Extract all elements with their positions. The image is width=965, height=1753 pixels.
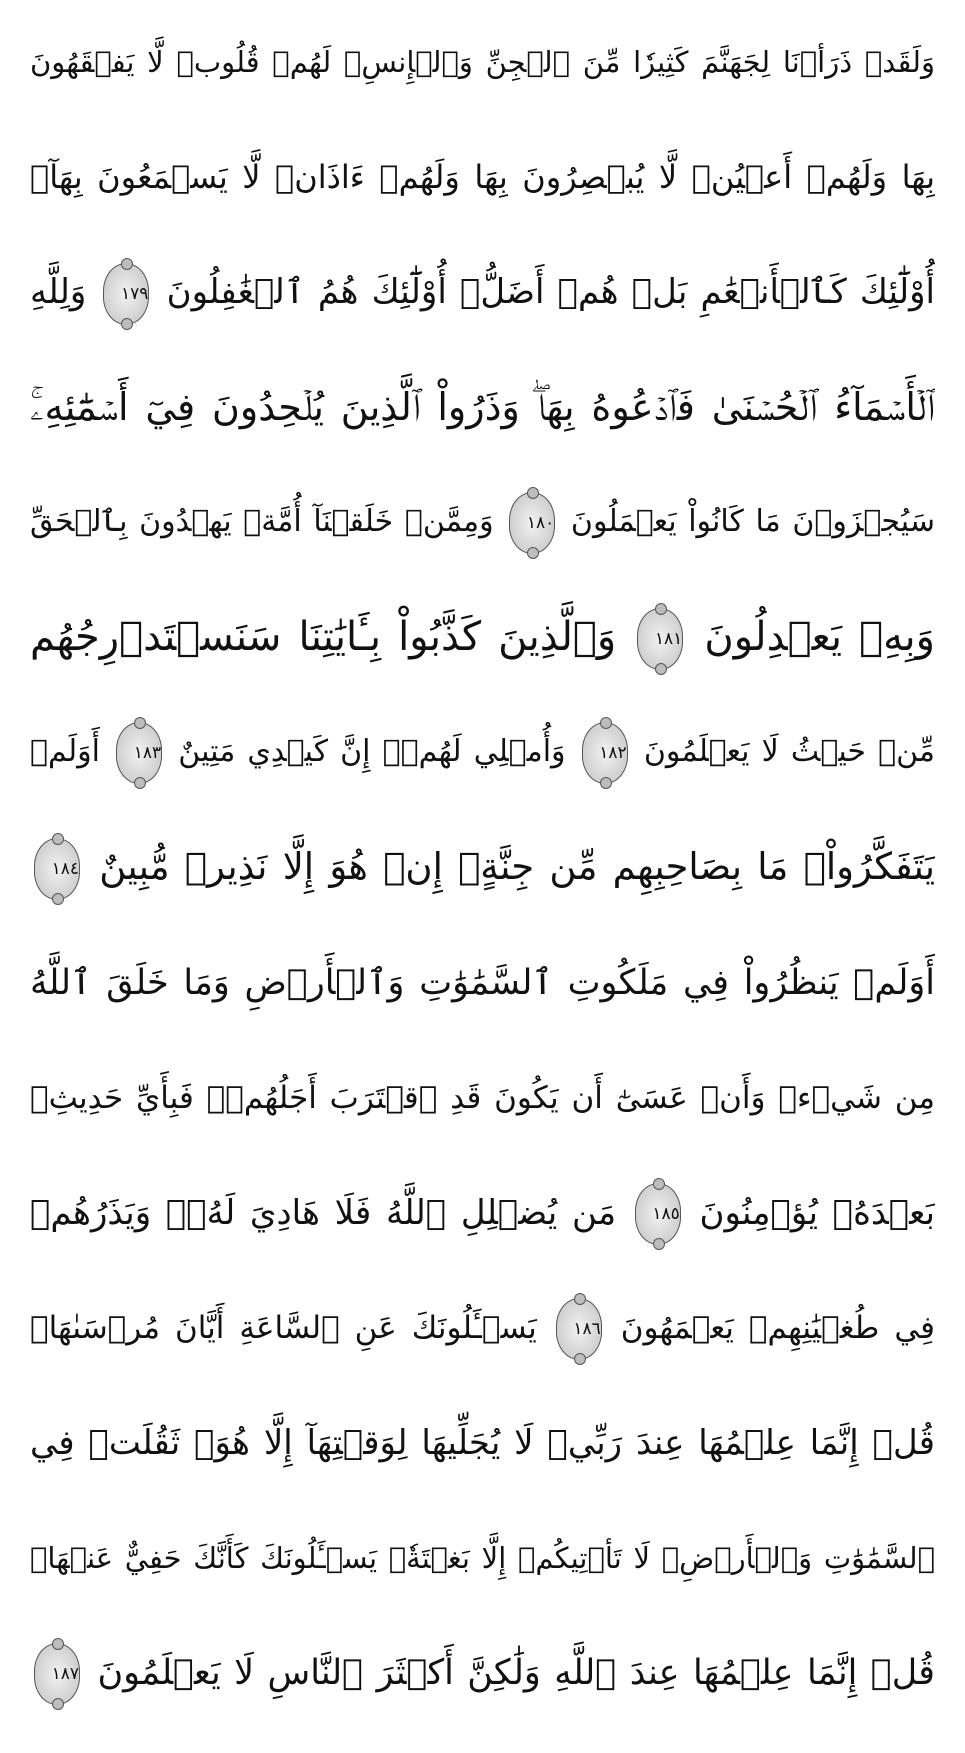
ayah-number: ١٨٦ [573, 1319, 601, 1340]
ayah-end-marker [635, 1183, 681, 1245]
ayah-number: ١٧٩ [121, 283, 149, 304]
verse-text: بِهَا وَلَهُمۡ أَعۡيُنٞ لَّا يُبۡصِرُونَ بِهَا وَلَهُمۡ ءَاذَانٞ لَّا يَسۡمَعُونَ بِهَآۚ [30, 158, 935, 197]
verse-line [30, 12, 935, 122]
verse-text: مِن شَيۡءٖ وَأَنۡ عَسَىٰٓ أَن يَكُونَ قَدِ ٱقۡتَرَبَ أَجَلُهُمۡۖ فَبِأَيِّ حَدِيثِۭ [30, 1079, 935, 1116]
verse-line [30, 1508, 935, 1618]
ayah-end-marker [116, 722, 162, 784]
verse-line [30, 702, 935, 812]
ayah-end-marker [637, 608, 683, 670]
verse-text: قُلۡ إِنَّمَا عِلۡمُهَا عِندَ رَبِّيۖ لَا يُجَلِّيهَا لِوَقۡتِهَآ إِلَّا هُوَۚ ثَقُلَتۡ فِي [30, 1422, 935, 1463]
verse-line [30, 817, 935, 927]
ayah-end-marker [582, 722, 628, 784]
verse-text: أَوَلَمۡ [30, 734, 100, 770]
verse-text: مِّنۡ حَيۡثُ لَا يَعۡلَمُونَ [643, 734, 935, 770]
verse-line [30, 1048, 935, 1158]
verse-lines [30, 12, 935, 1733]
verse-text: سَيُجۡزَوۡنَ مَا كَانُواْ يَعۡمَلُونَ [570, 504, 935, 540]
verse-line [30, 242, 935, 352]
verse-line [30, 587, 935, 697]
ayah-number: ١٨٧ [51, 1663, 79, 1684]
verse-text: وَبِهِۦ يَعۡدِلُونَ [704, 614, 935, 661]
ayah-end-marker [34, 838, 80, 900]
verse-text: وَأُمۡلِي لَهُمۡۚ إِنَّ كَيۡدِي مَتِينٌ [178, 734, 566, 770]
verse-text: وَلَقَدۡ ذَرَأۡنَا لِجَهَنَّمَ كَثِيرٗا مِّنَ ٱلۡجِنِّ وَٱلۡإِنسِۖ لَهُمۡ قُلُوبٞ لَّا يَفۡقَهُونَ [30, 45, 935, 79]
verse-line [30, 933, 935, 1043]
ayah-number: ١٨٤ [51, 858, 79, 879]
verse-text: قُلۡ إِنَّمَا عِلۡمُهَا عِندَ ٱللَّهِ وَلَٰكِنَّ أَكۡثَرَ ٱلنَّاسِ لَا يَعۡلَمُونَ [97, 1652, 935, 1693]
ayah-end-marker [103, 263, 149, 325]
verse-text: وَلِلَّهِ [30, 272, 87, 313]
verse-line [30, 357, 935, 467]
ayah-number: ١٨٣ [133, 742, 162, 763]
verse-text: وَمِمَّنۡ خَلَقۡنَآ أُمَّةٞ يَهۡدُونَ بِٱلۡحَقِّ [30, 504, 494, 540]
verse-line [30, 1278, 935, 1388]
ayah-end-marker [34, 1643, 80, 1705]
verse-text: مَن يُضۡلِلِ ٱللَّهُ فَلَا هَادِيَ لَهُۥۚ وَيَذَرُهُمۡ [30, 1192, 617, 1233]
verse-text: ٱلۡأَسۡمَآءُ ٱلۡحُسۡنَىٰ فَٱدۡعُوهُ بِهَاۖ وَذَرُواْ ٱلَّذِينَ يُلۡحِدُونَ فِيٓ أَسۡمَٰٓئِهِۦۚ [30, 385, 935, 430]
verse-line [30, 472, 935, 582]
ayah-number: ١٨٠ [526, 512, 555, 533]
verse-line [30, 1623, 935, 1733]
verse-text: يَتَفَكَّرُواْۗ مَا بِصَاحِبِهِم مِّن جِنَّةٍۚ إِنۡ هُوَ إِلَّا نَذِيرٞ مُّبِينٌ [99, 845, 935, 889]
ayah-end-marker [556, 1298, 602, 1360]
verse-text: أُوْلَٰٓئِكَ كَٱلۡأَنۡعَٰمِ بَلۡ هُمۡ أَضَلُّۚ أُوْلَٰٓئِكَ هُمُ ٱلۡغَٰفِلُونَ [166, 272, 935, 313]
verse-text: ٱلسَّمَٰوَٰتِ وَٱلۡأَرۡضِۚ لَا تَأۡتِيكُمۡ إِلَّا بَغۡتَةٗۗ يَسۡـَٔلُونَكَ كَأَنَّكَ حَفِيٌّ عَنۡهَاۖ [30, 1540, 935, 1575]
verse-text: فِي طُغۡيَٰنِهِمۡ يَعۡمَهُونَ [620, 1309, 935, 1346]
ayah-number: ١٨٢ [599, 742, 627, 763]
verse-text: بَعۡدَهُۥ يُؤۡمِنُونَ [699, 1192, 935, 1233]
verse-text: وَٱلَّذِينَ كَذَّبُواْ بِـَٔايَٰتِنَا سَنَسۡتَدۡرِجُهُم [30, 614, 617, 661]
verse-line [30, 1393, 935, 1503]
ayah-number: ١٨٥ [652, 1204, 680, 1225]
ayah-end-marker [509, 492, 555, 554]
verse-text: يَسۡـَٔلُونَكَ عَنِ ٱلسَّاعَةِ أَيَّانَ مُرۡسَىٰهَاۖ [30, 1309, 537, 1346]
verse-line [30, 1163, 935, 1273]
verse-line [30, 127, 935, 237]
verse-text: أَوَلَمۡ يَنظُرُواْ فِي مَلَكُوتِ ٱلسَّمَٰوَٰتِ وَٱلۡأَرۡضِ وَمَا خَلَقَ ٱللَّهُ [30, 962, 935, 1003]
ayah-number: ١٨١ [654, 629, 683, 650]
